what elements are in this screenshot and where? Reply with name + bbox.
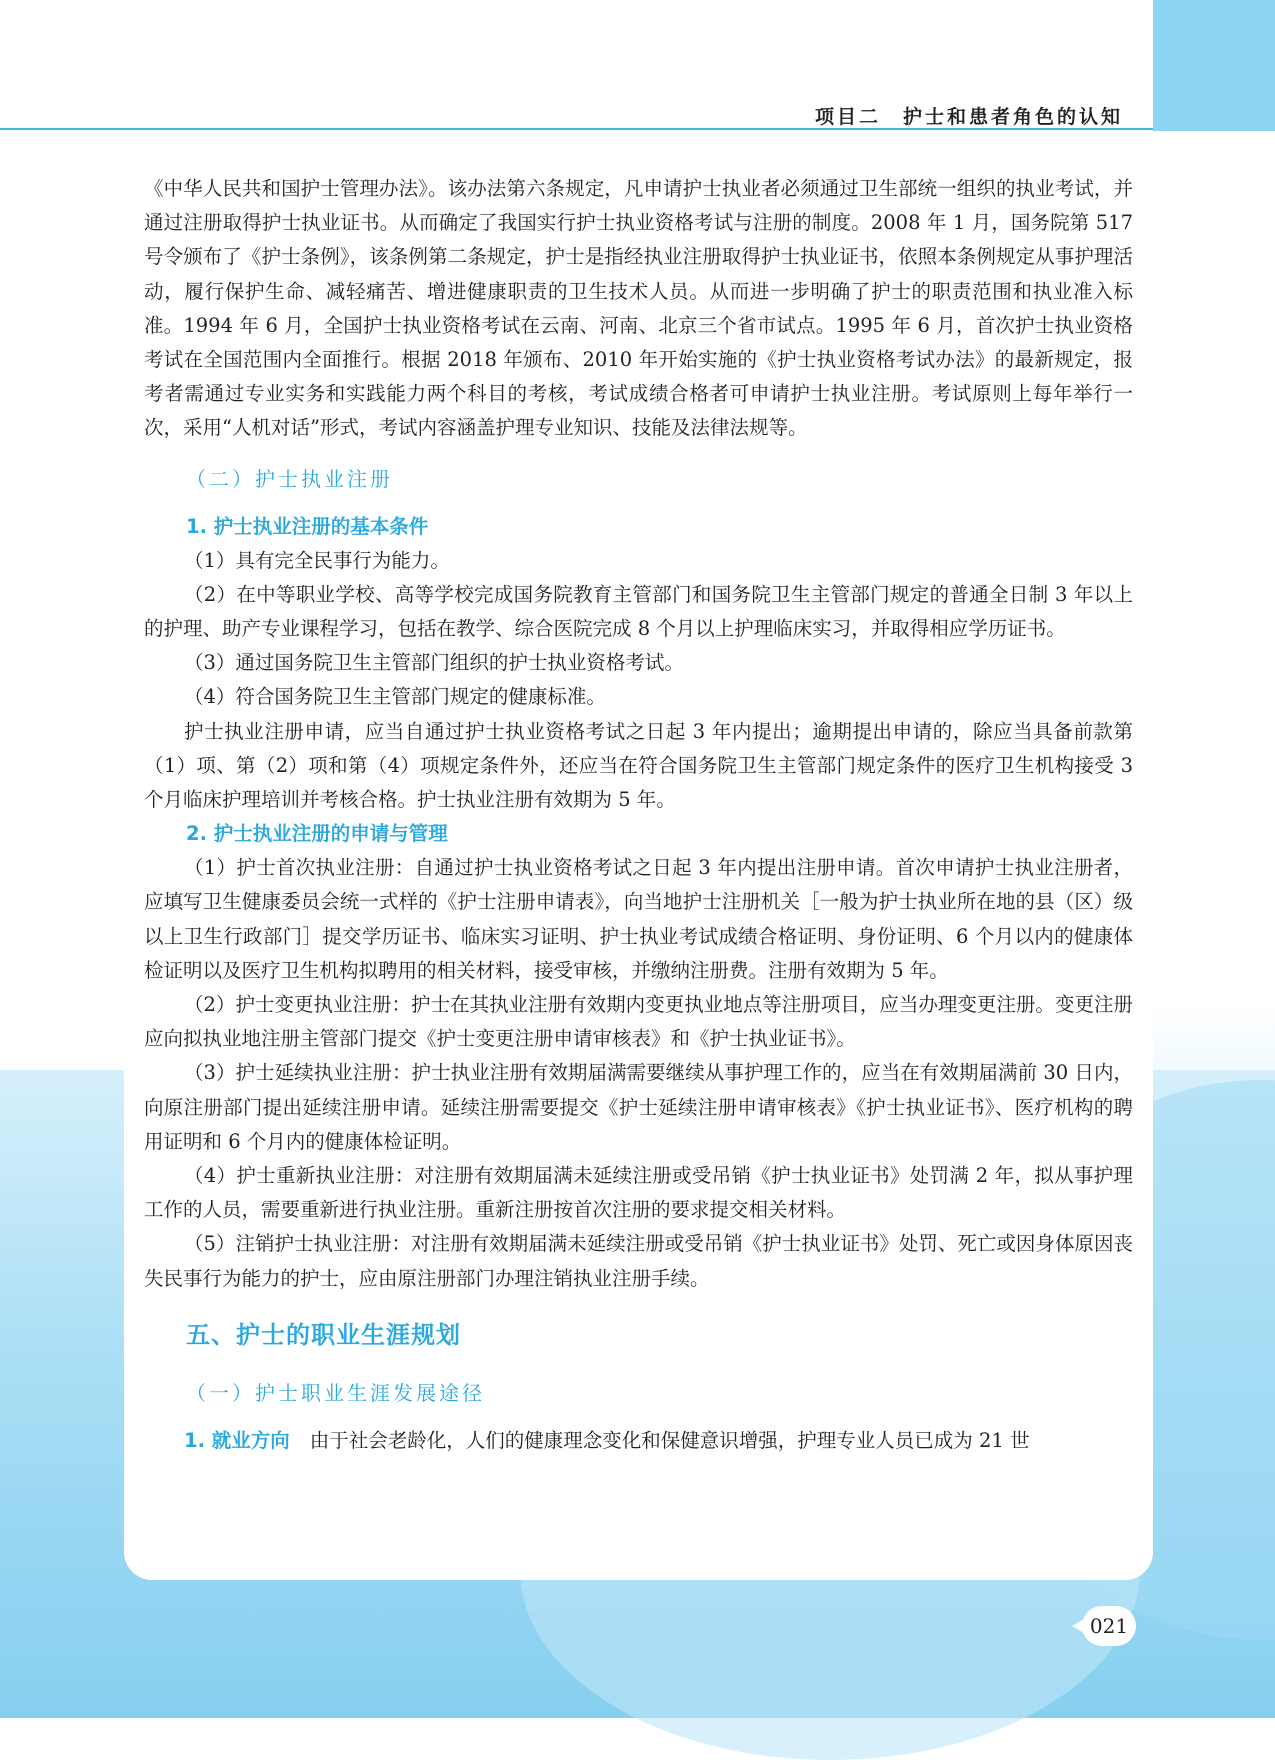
item-heading: 2. 护士执业注册的申请与管理 [186, 822, 448, 846]
item-heading: 1. 护士执业注册的基本条件 [186, 514, 429, 538]
body-paragraph: 护士执业注册申请，应当自通过护士执业资格考试之日起 3 年内提出；逾期提出申请的，除应当具备前款第（1）项、第（2）项和第（4）项规定条件外，还应当在符合国务院卫生主管部门规定条件的医疗卫生机构接受 3 个月临床护理培训并考核合格。护士执业注册有效期为 5 年。 [144, 719, 1133, 812]
body-paragraph [144, 1424, 1133, 1458]
body-paragraph: 《中华人民共和国护士管理办法》。该办法第六条规定，凡申请护士执业者必须通过卫生部统一组织的执业考试，并通过注册取得护士执业证书。从而确定了我国实行护士执业资格考试与注册的制度。2008 年 1 月，国务院第 517 号令颁布了《护士条例》，该条例第二条规定，护士是指经执业注册取得护士执业证书，依照本条例规定从事护理活动，履行保护生命、减轻痛苦、增进健康职责的卫生技术人员。从而进一步明确了护士的职责范围和执业准入标准。1994 年 6 月，全国护士执业资格考试在云南、河南、北京三个省市试点。1995 年 6 月，首次护士执业资格考试在全国范围内全面推行。根据 2018 年颁布、2010 年开始实施的《护士执业资格考试办法》的最新规定，报考者需通过专业实务和实践能力两个科目的考核，考试成绩合格者可申请护士执业注册。考试原则上每年举行一次，采用“人机对话”形式，考试内容涵盖护理专业知识、技能及法律法规等。 [144, 177, 1133, 440]
subsection-heading: （二）护士执业注册 [186, 466, 393, 491]
body-paragraph: （3）护士延续执业注册：护士执业注册有效期届满需要继续从事护理工作的，应当在有效期届满前 30 日内，向原注册部门提出延续注册申请。延续注册需要提交《护士延续注册申请审核表》《护士执业证书》、医疗机构的聘用证明和 6 个月内的健康体检证明。 [144, 1061, 1133, 1153]
page-number: 021 [1082, 1606, 1136, 1646]
body-paragraph: （1）护士首次执业注册：自通过护士执业资格考试之日起 3 年内提出注册申请。首次申请护士执业注册者，应填写卫生健康委员会统一式样的《护士注册申请表》，向当地护士注册机关［一般为护士执业所在地的县（区）级以上卫生行政部门］提交学历证书、临床实习证明、护士执业考试成绩合格证明、身份证明、6 个月以内的健康体检证明以及医疗卫生机构拟聘用的相关材料，接受审核，并缴纳注册费。注册有效期为 5 年。 [144, 856, 1133, 982]
body-paragraph: （3）通过国务院卫生主管部门组织的护士执业资格考试。 [184, 651, 684, 675]
subsection-heading: （一）护士职业生涯发展途径 [186, 1380, 485, 1405]
inline-heading: 1. 就业方向 [184, 1428, 290, 1452]
header-color-band [1153, 0, 1275, 131]
body-paragraph: （4）符合国务院卫生主管部门规定的健康标准。 [184, 685, 606, 709]
body-paragraph: （2）在中等职业学校、高等学校完成国务院教育主管部门和国务院卫生主管部门规定的普通全日制 3 年以上的护理、助产专业课程学习，包括在教学、综合医院完成 8 个月以上护理临床实习，并取得相应学历证书。 [144, 582, 1133, 641]
section-heading: 五、护士的职业生涯规划 [186, 1320, 461, 1349]
body-paragraph: （1）具有完全民事行为能力。 [184, 548, 450, 572]
running-head: 项目二 护士和患者角色的认知 [814, 106, 1123, 128]
body-paragraph: （4）护士重新执业注册：对注册有效期届满未延续注册或受吊销《护士执业证书》处罚满 2 年，拟从事护理工作的人员，需要重新进行执业注册。重新注册按首次注册的要求提交相关材料。 [144, 1164, 1133, 1222]
body-paragraph: （5）注销护士执业注册：对注册有效期届满未延续注册或受吊销《护士执业证书》处罚、死亡或因身体原因丧失民事行为能力的护士，应由原注册部门办理注销执业注册手续。 [144, 1232, 1133, 1290]
body-paragraph: （2）护士变更执业注册：护士在其执业注册有效期内变更执业地点等注册项目，应当办理变更注册。变更注册应向拟执业地注册主管部门提交《护士变更注册申请审核表》和《护士执业证书》。 [144, 993, 1133, 1051]
page-body [144, 172, 1133, 1458]
paragraph-text: 由于社会老龄化，人们的健康理念变化和保健意识增强，护理专业人员已成为 21 世 [309, 1428, 1030, 1452]
